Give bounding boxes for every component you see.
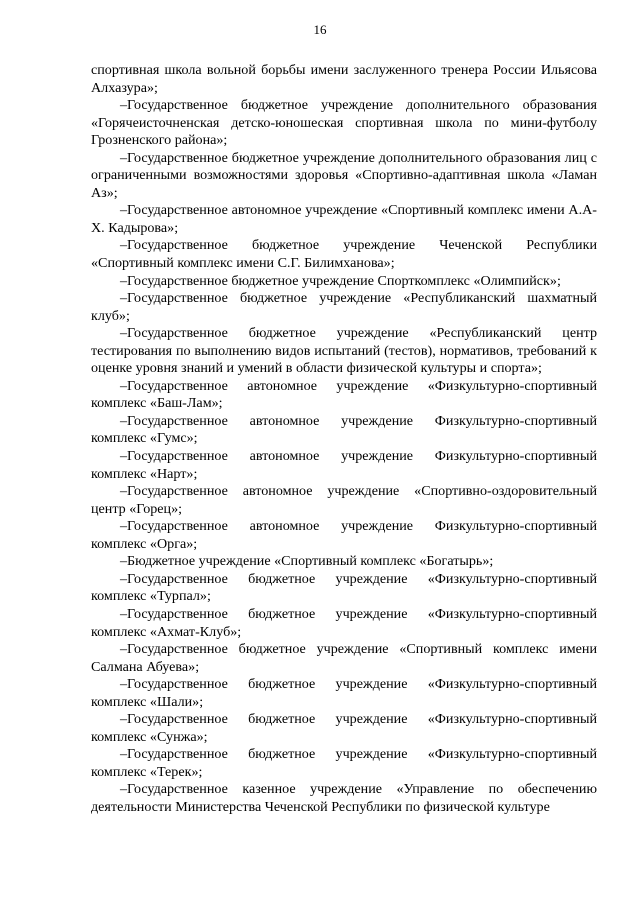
- page-number: 16: [313, 22, 327, 37]
- paragraph: –Государственное бюджетное учреждение Спорткомплекс «Олимпийск»;: [120, 272, 561, 289]
- paragraph: –Государственное бюджетное учреждение «Физкультурно-спортивный комплекс «Терек»;: [91, 746, 597, 780]
- paragraph: –Государственное бюджетное учреждение «Спортивный комплекс имени Салмана Абуева»;: [91, 641, 597, 675]
- paragraph: –Государственное бюджетное учреждение «Физкультурно-спортивный комплекс «Шали»;: [91, 676, 597, 710]
- paragraph: –Бюджетное учреждение «Спортивный комплекс «Богатырь»;: [120, 553, 494, 570]
- paragraph: –Государственное бюджетное учреждение «Физкультурно-спортивный комплекс «Турпал»;: [91, 570, 597, 605]
- document-body: [91, 62, 597, 817]
- paragraph: –Государственное автономное учреждение «Спортивно-оздоровительный центр «Горец»;: [91, 483, 597, 517]
- paragraph: –Государственное бюджетное учреждение «Физкультурно-спортивный комплекс «Сунжа»;: [91, 711, 597, 745]
- paragraph: –Государственное автономное учреждение «Физкультурно-спортивный комплекс «Баш-Лам»;: [91, 377, 597, 412]
- paragraph: –Государственное бюджетное учреждение «Республиканский шахматный клуб»;: [91, 290, 597, 324]
- paragraph: –Государственное бюджетное учреждение «Республиканский центр тестирования по выполнению видов испытаний (тестов), нормативов, требований к оценке уровня знаний и умений в области физической культуры и спорта»;: [91, 325, 597, 377]
- paragraph: –Государственное автономное учреждение «Спортивный комплекс имени А.А-Х. Кадырова»;: [91, 202, 597, 236]
- paragraph: –Государственное автономное учреждение Физкультурно-спортивный комплекс «Гумс»;: [91, 412, 597, 447]
- paragraph: –Государственное бюджетное учреждение Чеченской Республики «Спортивный комплекс имени С.Г. Билимханова»;: [91, 237, 597, 272]
- paragraph: –Государственное автономное учреждение Физкультурно-спортивный комплекс «Нарт»;: [91, 448, 597, 482]
- paragraph: –Государственное казенное учреждение «Управление по обеспечению деятельности Министерства Чеченской Республики по физической культуре: [91, 781, 597, 815]
- paragraph: –Государственное бюджетное учреждение «Физкультурно-спортивный комплекс «Ахмат-Клуб»;: [91, 605, 597, 640]
- paragraph: –Государственное автономное учреждение Физкультурно-спортивный комплекс «Орга»;: [91, 518, 597, 552]
- paragraph: –Государственное бюджетное учреждение дополнительного образования «Горячеисточненская детско-юношеская спортивная школа по мини-футболу Грозненского района»;: [91, 97, 597, 149]
- paragraph: спортивная школа вольной борьбы имени заслуженного тренера России Ильясова Алхазура»;: [91, 62, 597, 96]
- paragraph: –Государственное бюджетное учреждение дополнительного образования лиц с ограниченными возможностями здоровья «Спортивно-адаптивная школа «Ламан Аз»;: [91, 149, 597, 201]
